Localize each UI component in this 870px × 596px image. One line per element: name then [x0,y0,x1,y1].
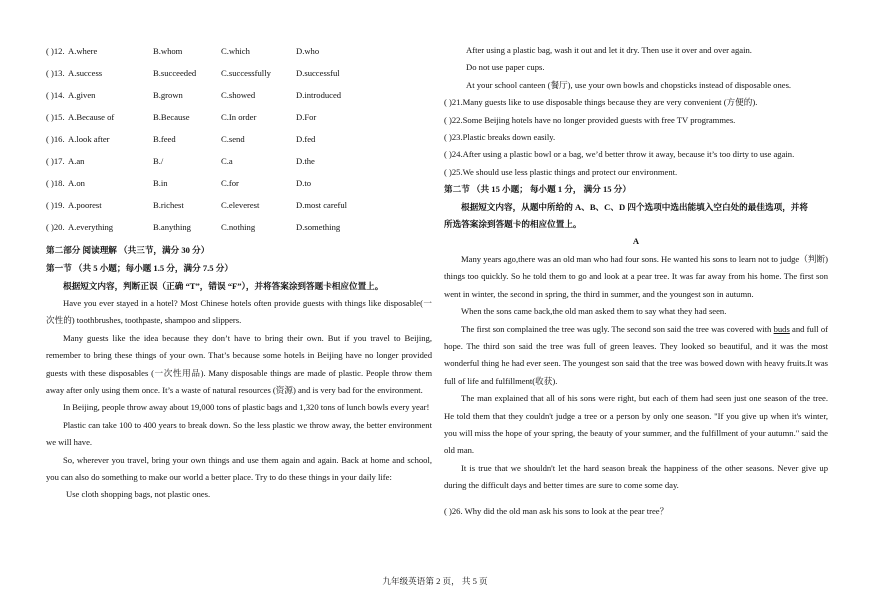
option-d: D.successful [296,68,340,78]
option-c: C.In order [221,112,257,122]
option-d: D.most careful [296,200,348,210]
question-number: ( )19. [46,200,65,210]
option-b: B.Because [153,112,190,122]
choice-row [46,194,432,216]
option-b: B.anything [153,222,191,232]
passage-a-paragraph: Many years ago,there was an old man who had four sons. He wanted his sons to learn not to judge（判断) things too quickly. So he told them to go and look at a pear tree. It was far away from his home. The first son went in winter, the second in spring, the third in summer, and the youngest son in autumn. [444,253,828,299]
passage1-paragraph: Have you ever stayed in a hotel? Most Chinese hotels often provide guests with things like disposable(一次性的) toothbrushes, toothpaste, shampoo and slippers. [46,298,432,326]
section1-title: 第一节 （共 5 小题；每小题 1.5 分，满分 7.5 分） [46,263,233,273]
question-number: ( )14. [46,90,65,100]
option-c: C.send [221,134,245,144]
choice-row [46,172,432,194]
option-a: A.given [68,90,96,100]
passage-a-paragraph: The first son complained the tree was ugly. The second son said the tree was covered with buds and full of hope. The third son said the tree was full of green leaves. They looked so beautiful, and it was the most wonderful thing he had ever seen. The youngest son said that the tree was bowed down with heavy fruits.It was full of life and fulfillment(收获). [444,323,828,386]
option-b: B.in [153,178,168,188]
passage-a-label: A [632,236,640,247]
tip-item: Use cloth shopping bags, not plastic ones. [66,489,211,500]
passage-a-paragraph: The man explained that all of his sons were right, but each of them had seen just one season of the tree. He told them that they couldn't judge a tree or a person by only one season. "If you give up when it's winter, you will miss the hope of your spring, the beauty of your summer, and the fulfillment of your autumn." said the old man. [444,393,828,456]
tf-question: ( )22.Some Beijing hotels have no longer provided guests with free TV programmes. [444,114,736,125]
option-c: C.nothing [221,222,256,232]
option-b: B.feed [153,134,176,144]
option-d: D.to [296,178,312,188]
choice-row [46,128,432,150]
option-d: D.For [296,112,317,122]
tip-item: At your school canteen (餐厅), use your own bowls and chopsticks instead of disposable ones. [466,79,792,90]
question-number: ( )16. [46,134,65,144]
page-footer: 九年级英语第 2 页， 共 5 页 [382,576,488,586]
passage1-paragraph: In Beijing, people throw away about 19,000 tons of plastic bags and 1,320 tons of lunch bowls every year! [63,402,430,413]
option-b: B.whom [153,46,183,56]
question-number: ( )15. [46,112,65,122]
tf-question: ( )25.We should use less plastic things and protect our environment. [444,166,678,177]
option-b: B./ [153,156,164,166]
question-number: ( )17. [46,156,65,166]
tf-question: ( )21.Many guests like to use disposable things because they are very convenient (方便的). [444,97,758,108]
choice-row [46,84,432,106]
cloze-choices [46,40,432,238]
passage-a-paragraph: It is true that we shouldn't let the hard season break the happiness of the other seasons. Never give up during the difficult days and better times are sure to come some day. [444,462,828,491]
option-a: A.poorest [68,200,102,210]
option-c: C.successfully [221,68,271,78]
tip-item: Do not use paper cups. [466,62,545,73]
option-d: D.the [296,156,315,166]
section2-title: 第二节 （共 15 小题； 每小题 1 分， 满分 15 分） [444,184,631,195]
option-d: D.introduced [296,90,342,100]
tip-item: After using a plastic bag, wash it out and let it dry. Then use it over and over again. [466,45,752,55]
option-c: C.which [221,46,250,56]
choice-row [46,40,432,62]
question-number: ( )18. [46,178,65,188]
section1-instructions: 根据短文内容，判断正误（正确 “T”，错误 “F”），并将答案涂到答题卡相应位置上。 [63,281,384,291]
option-d: D.who [296,46,320,56]
part2-title: 第二部分 阅读理解 （共三节，满分 30 分） [46,245,210,255]
right-column [444,42,828,520]
option-a: A.on [68,178,85,188]
underlined-word: buds [773,323,790,334]
choice-row [46,106,432,128]
option-a: A.Because of [68,112,115,122]
choice-row [46,216,432,238]
passage1-paragraph: Many guests like the idea because they don’t have to bring their own. But if you travel to Beijing, remember to bring these things of your own. That’s because some hotels in Beijing have no longer provided guests with these disposables (一次性用品). Many disposable things are made of plastic. People throw them away after only using them once. It’s a waste of natural resources (资源) and is very bad for the environment. [46,332,432,396]
question-number: ( )13. [46,68,65,78]
option-c: C.eleverest [221,200,260,210]
choice-row [46,62,432,84]
option-a: A.look after [68,134,110,144]
option-d: D.fed [296,134,316,144]
question-number: ( )12. [46,46,65,56]
choice-row [46,150,432,172]
option-a: A.an [68,156,85,166]
question-number: ( )20. [46,222,65,232]
option-a: A.everything [68,222,114,232]
tf-question: ( )23.Plastic breaks down easily. [444,132,556,143]
passage-a-paragraph: When the sons came back,the old man asked them to say what they had seen. [461,306,727,317]
option-a: A.where [68,46,98,56]
left-column [46,40,432,504]
option-c: C.for [221,178,239,188]
option-b: B.richest [153,200,184,210]
question-26: ( )26. Why did the old man ask his sons to look at the pear tree？ [444,505,669,516]
section2-instructions: 根据短文内容，从题中所给的 A、B、C、D 四个选项中选出能填入空白处的最佳选项，并将所选答案涂到答题卡的相应位置上。 [444,201,808,230]
tf-question: ( )24.After using a plastic bowl or a bag, we’d better throw it away, because it’s too dirty to use again. [444,149,795,160]
option-c: C.a [221,156,233,166]
option-a: A.success [68,68,103,78]
passage1-paragraph: So, wherever you travel, bring your own things and use them again and again. Back at home and school, you can also do something to make our world a better place. Try to do these things in your daily life: [46,454,432,483]
option-c: C.showed [221,90,256,100]
option-d: D.something [296,222,341,232]
passage1-paragraph: Plastic can take 100 to 400 years to break down. So the less plastic we throw away, the better environment we will have. [46,419,432,448]
option-b: B.succeeded [153,68,197,78]
option-b: B.grown [153,90,183,100]
